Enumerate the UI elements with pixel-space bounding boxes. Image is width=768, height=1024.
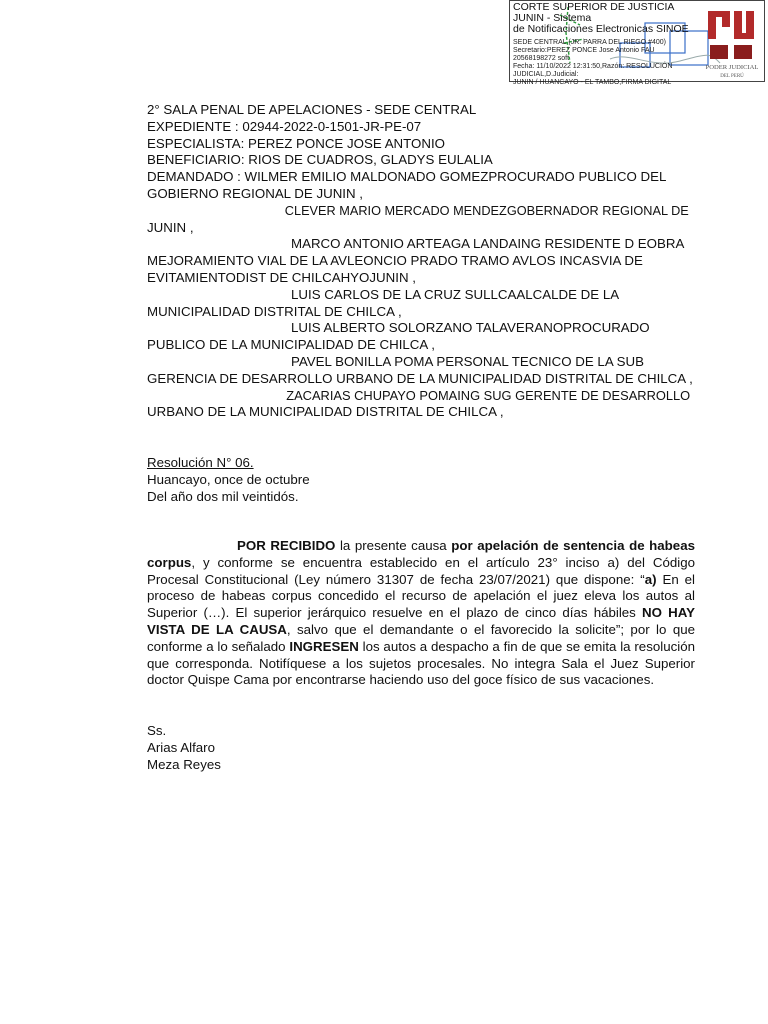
body-text: los autos a despacho a fin de que se emita la resolución que corresponda. Notifíquese a los sujetos procesales. No integra Sala el Juez Superior doctor Quispe Cama por encontrarse haciendo uso del goce físico de sus vacaciones. [147, 638, 695, 688]
demandado-line: PUBLICO DE LA MUNICIPALIDAD DE CHILCA , [147, 337, 435, 353]
demandado-line: LUIS ALBERTO SOLORZANO TALAVERANOPROCURADO [291, 320, 650, 336]
resolution-number: Resolución N° 06. [147, 455, 254, 470]
judge-name: Meza Reyes [147, 756, 221, 772]
demandado-line: GOBIERNO REGIONAL DE JUNIN , [147, 185, 363, 201]
demandado-line: LUIS CARLOS DE LA CRUZ SULLCAALCALDE DE LA [291, 286, 620, 302]
case-header [147, 102, 695, 421]
demandado-line: PAVEL BONILLA POMA PERSONAL TECNICO DE LA SUB [291, 353, 644, 369]
bold-phrase: POR RECIBIDO [237, 538, 336, 553]
body-text: , salvo que el demandante o el favorecido la solicite”; por lo que conforme a lo señalado [147, 621, 696, 654]
body-text: la presente causa [335, 538, 452, 553]
stamp-detail: Fecha: 11/10/2022 12:31:50,Razón: RESOLUCIÓN JUDICIAL,D.Judicial: [513, 63, 673, 78]
demandado-line: DEMANDADO : WILMER EMILIO MALDONADO GOMEZPROCURADO PUBLICO DEL [147, 169, 667, 185]
especialista-line: ESPECIALISTA: PEREZ PONCE JOSE ANTONIO [147, 135, 446, 151]
resolution-heading [147, 455, 447, 505]
beneficiario-line: BENEFICIARIO: RIOS DE CUADROS, GLADYS EULALIA [147, 152, 493, 168]
demandado-line: URBANO DE LA MUNICIPALIDAD DISTRITAL DE CHILCA , [147, 404, 504, 420]
svg-text:DEL PERÚ: DEL PERÚ [720, 74, 744, 79]
resolution-place-date: Huancayo, once de octubre [147, 471, 310, 487]
stamp-detail: SEDE CENTRAL (JR. PARRA DEL RIEGO #400) [513, 39, 667, 46]
poder-judicial-logo [704, 5, 760, 79]
demandado-line: ZACARIAS CHUPAYO POMAING SUG GERENTE DE DESARROLLO [286, 387, 691, 403]
poder-judicial-emblem-icon [704, 5, 760, 79]
bold-phrase: por apelación de sentencia de habeas corpus [147, 538, 695, 570]
digital-signature-stamp [509, 0, 765, 86]
demandado-line: MEJORAMIENTO VIAL DE LA AVLEONCIO PRADO TRAMO AVLOS INCASVIA DE [147, 253, 643, 269]
signatures [147, 723, 347, 773]
stamp-detail: JUNIN / HUANCAYO - EL TAMBO,FIRMA DIGITAL [513, 79, 672, 86]
judge-name: Arias Alfaro [147, 739, 215, 755]
demandado-line: GERENCIA DE DESARROLLO URBANO DE LA MUNICIPALIDAD DISTRITAL DE CHILCA , [147, 370, 693, 386]
bold-phrase: NO HAY VISTA DE LA CAUSA [147, 605, 695, 637]
demandado-line: CLEVER MARIO MERCADO MENDEZGOBERNADOR REGIONAL DE [284, 202, 689, 218]
ss-label: Ss. [147, 723, 167, 738]
expediente-line: EXPEDIENTE : 02944-2022-0-1501-JR-PE-07 [147, 118, 422, 134]
demandado-line: MARCO ANTONIO ARTEAGA LANDAING RESIDENTE D EOBRA [291, 236, 685, 252]
svg-text:PODER JUDICIAL: PODER JUDICIAL [705, 64, 759, 71]
demandado-line: EVITAMIENTODIST DE CHILCAHYOJUNIN , [147, 269, 416, 285]
stamp-detail: Secretario:PEREZ PONCE Jose Antonio FAU 20568198272 soft [513, 47, 655, 62]
demandado-line: JUNIN , [147, 219, 194, 235]
bold-phrase: INGRESEN [289, 638, 359, 654]
resolution-year: Del año dos mil veintidós. [147, 488, 299, 504]
bold-phrase: a) [644, 571, 657, 587]
stamp-line-1: CORTE SUPERIOR DE JUSTICIA JUNIN - Sistema [513, 1, 674, 24]
body-text: , y conforme se encuentra establecido en el artículo 23° inciso a) del Código Procesal Constitucional (Ley número 31307 de fecha 23/07/2021) que dispone: “ [147, 554, 695, 587]
resolution-body [147, 538, 695, 689]
body-text: En el proceso de habeas corpus concedido el recurso de apelación el juez eleva los autos al Superior (…). El superior jerárquico resuelve en el plazo de cinco días hábiles [147, 571, 695, 621]
demandado-line: MUNICIPALIDAD DISTRITAL DE CHILCA , [147, 303, 402, 319]
stamp-line-2: de Notificaciones Electronicas SINOE [513, 23, 689, 35]
sala-line: 2° SALA PENAL DE APELACIONES - SEDE CENTRAL [147, 102, 477, 117]
